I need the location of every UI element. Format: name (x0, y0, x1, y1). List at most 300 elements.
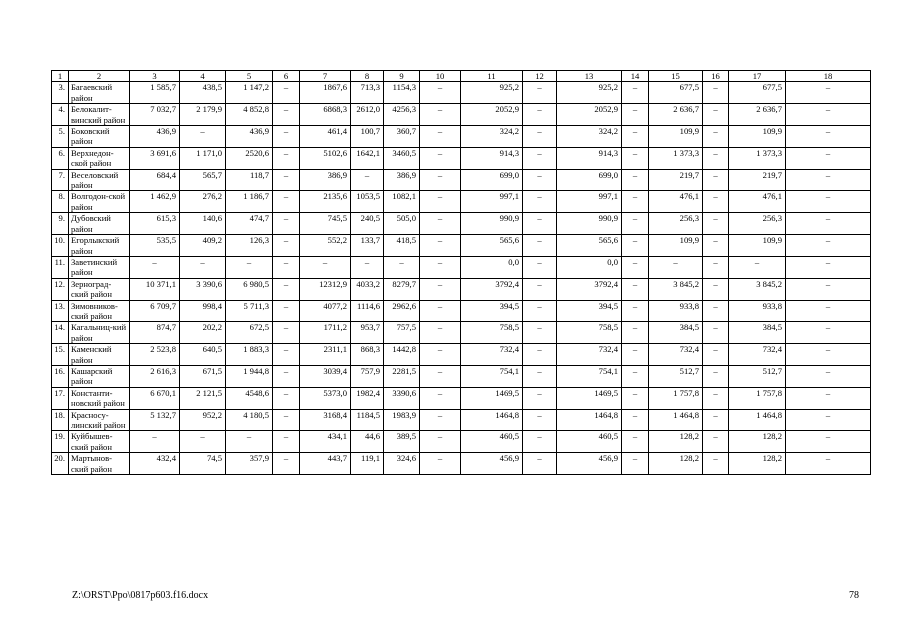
value-cell: – (786, 278, 871, 300)
value-cell: – (351, 256, 384, 278)
table-row (52, 235, 871, 257)
value-cell: 1442,8 (384, 344, 420, 366)
value-cell: – (130, 431, 180, 453)
table-row (52, 278, 871, 300)
value-cell: 925,2 (557, 82, 622, 104)
value-cell: 3390,6 (384, 387, 420, 409)
value-cell: 672,5 (226, 322, 273, 344)
value-cell: – (180, 431, 226, 453)
value-cell: – (273, 169, 300, 191)
value-cell: 2962,6 (384, 300, 420, 322)
row-number-cell: 5. (52, 126, 69, 148)
value-cell: – (622, 365, 649, 387)
value-cell: 1053,5 (351, 191, 384, 213)
value-cell: 997,1 (461, 191, 523, 213)
value-cell: 109,9 (649, 235, 703, 257)
value-cell: – (622, 409, 649, 431)
value-cell: 12312,9 (300, 278, 351, 300)
value-cell: – (703, 213, 729, 235)
value-cell: 2 179,9 (180, 104, 226, 126)
value-cell: – (703, 147, 729, 169)
value-cell: 1 757,8 (649, 387, 703, 409)
value-cell: – (523, 213, 557, 235)
value-cell: 8279,7 (384, 278, 420, 300)
value-cell: 384,5 (729, 322, 786, 344)
value-cell: 2281,5 (384, 365, 420, 387)
value-cell: 3460,5 (384, 147, 420, 169)
district-name-cell: Зимовников-ский район (69, 300, 130, 322)
value-cell: – (622, 191, 649, 213)
value-cell: 1867,6 (300, 82, 351, 104)
value-cell: 1 883,3 (226, 344, 273, 366)
value-cell: 1 171,0 (180, 147, 226, 169)
value-cell: – (523, 431, 557, 453)
value-cell: 933,8 (729, 300, 786, 322)
district-name-cell: Куйбышев-ский район (69, 431, 130, 453)
value-cell: – (420, 365, 461, 387)
value-cell: – (420, 431, 461, 453)
row-number-cell: 6. (52, 147, 69, 169)
value-cell: – (703, 104, 729, 126)
value-cell: 1 186,7 (226, 191, 273, 213)
value-cell: – (273, 300, 300, 322)
value-cell: – (130, 256, 180, 278)
value-cell: – (786, 126, 871, 148)
value-cell: 10 371,1 (130, 278, 180, 300)
row-number-cell: 3. (52, 82, 69, 104)
value-cell: – (622, 300, 649, 322)
value-cell: 128,2 (649, 431, 703, 453)
column-number-cell: 6 (273, 71, 300, 82)
column-number-cell: 4 (180, 71, 226, 82)
table-row (52, 104, 871, 126)
value-cell: – (273, 387, 300, 409)
row-number-cell: 10. (52, 235, 69, 257)
value-cell: 394,5 (557, 300, 622, 322)
district-name-cell: Каменский район (69, 344, 130, 366)
value-cell: – (420, 344, 461, 366)
value-cell: – (523, 191, 557, 213)
column-number-cell: 17 (729, 71, 786, 82)
row-number-cell: 14. (52, 322, 69, 344)
value-cell: – (703, 453, 729, 475)
column-number-cell: 16 (703, 71, 729, 82)
value-cell: – (523, 278, 557, 300)
row-number-cell: 4. (52, 104, 69, 126)
value-cell: – (622, 147, 649, 169)
value-cell: 1082,1 (384, 191, 420, 213)
value-cell: – (226, 256, 273, 278)
value-cell: 4548,6 (226, 387, 273, 409)
value-cell: 6868,3 (300, 104, 351, 126)
value-cell: 256,3 (649, 213, 703, 235)
value-cell: 7 032,7 (130, 104, 180, 126)
value-cell: – (703, 256, 729, 278)
value-cell: 460,5 (557, 431, 622, 453)
value-cell: – (420, 126, 461, 148)
value-cell: 990,9 (461, 213, 523, 235)
value-cell: – (273, 453, 300, 475)
value-cell: 512,7 (729, 365, 786, 387)
value-cell: – (622, 431, 649, 453)
value-cell: 671,5 (180, 365, 226, 387)
value-cell: – (300, 256, 351, 278)
value-cell: – (180, 256, 226, 278)
value-cell: – (273, 278, 300, 300)
column-number-cell: 3 (130, 71, 180, 82)
value-cell: 998,4 (180, 300, 226, 322)
table-row (52, 365, 871, 387)
value-cell: 219,7 (649, 169, 703, 191)
row-number-cell: 13. (52, 300, 69, 322)
value-cell: – (523, 387, 557, 409)
row-number-cell: 18. (52, 409, 69, 431)
value-cell: 2311,1 (300, 344, 351, 366)
value-cell: 5 711,3 (226, 300, 273, 322)
value-cell: 4256,3 (384, 104, 420, 126)
row-number-cell: 15. (52, 344, 69, 366)
row-number-cell: 8. (52, 191, 69, 213)
value-cell: 2520,6 (226, 147, 273, 169)
value-cell: – (622, 322, 649, 344)
value-cell: – (420, 191, 461, 213)
value-cell: – (523, 322, 557, 344)
value-cell: – (786, 322, 871, 344)
value-cell: 476,1 (649, 191, 703, 213)
value-cell: 5102,6 (300, 147, 351, 169)
value-cell: – (523, 147, 557, 169)
value-cell: – (523, 104, 557, 126)
value-cell: – (420, 256, 461, 278)
value-cell: – (786, 256, 871, 278)
column-number-cell: 1 (52, 71, 69, 82)
value-cell: 126,3 (226, 235, 273, 257)
value-cell: 386,9 (384, 169, 420, 191)
value-cell: 914,3 (557, 147, 622, 169)
column-number-cell: 14 (622, 71, 649, 82)
value-cell: – (622, 126, 649, 148)
value-cell: – (420, 235, 461, 257)
value-cell: – (420, 409, 461, 431)
value-cell: 757,9 (351, 365, 384, 387)
value-cell: 100,7 (351, 126, 384, 148)
value-cell: – (523, 256, 557, 278)
value-cell: 219,7 (729, 169, 786, 191)
value-cell: – (786, 169, 871, 191)
value-cell: – (523, 126, 557, 148)
value-cell: 1 373,3 (729, 147, 786, 169)
value-cell: 474,7 (226, 213, 273, 235)
value-cell: 461,4 (300, 126, 351, 148)
value-cell: 2 636,7 (649, 104, 703, 126)
column-number-cell: 11 (461, 71, 523, 82)
value-cell: 1711,2 (300, 322, 351, 344)
value-cell: – (622, 213, 649, 235)
value-cell: – (273, 104, 300, 126)
value-cell: 1 464,8 (649, 409, 703, 431)
value-cell: – (622, 169, 649, 191)
value-cell: – (180, 126, 226, 148)
table-row (52, 300, 871, 322)
value-cell: – (622, 344, 649, 366)
table-row (52, 344, 871, 366)
district-name-cell: Верхнедон-ской район (69, 147, 130, 169)
value-cell: – (420, 82, 461, 104)
value-cell: – (703, 126, 729, 148)
value-cell: 109,9 (649, 126, 703, 148)
column-number-cell: 18 (786, 71, 871, 82)
value-cell: 699,0 (461, 169, 523, 191)
value-cell: 1469,5 (461, 387, 523, 409)
value-cell: 128,2 (729, 431, 786, 453)
value-cell: 324,6 (384, 453, 420, 475)
value-cell: 256,3 (729, 213, 786, 235)
value-cell: 434,1 (300, 431, 351, 453)
value-cell: 754,1 (461, 365, 523, 387)
value-cell: – (786, 409, 871, 431)
value-cell: 109,9 (729, 126, 786, 148)
value-cell: – (420, 278, 461, 300)
value-cell: – (703, 278, 729, 300)
value-cell: 933,8 (649, 300, 703, 322)
value-cell: 745,5 (300, 213, 351, 235)
value-cell: 754,1 (557, 365, 622, 387)
value-cell: – (273, 344, 300, 366)
district-name-cell: Заветинский район (69, 256, 130, 278)
value-cell: – (523, 344, 557, 366)
value-cell: 0,0 (461, 256, 523, 278)
value-cell: 276,2 (180, 191, 226, 213)
value-cell: 914,3 (461, 147, 523, 169)
column-number-cell: 9 (384, 71, 420, 82)
column-number-cell: 5 (226, 71, 273, 82)
value-cell: 757,5 (384, 322, 420, 344)
value-cell: 1469,5 (557, 387, 622, 409)
column-number-cell: 7 (300, 71, 351, 82)
value-cell: – (523, 169, 557, 191)
row-number-cell: 11. (52, 256, 69, 278)
district-name-cell: Белокалит-винский район (69, 104, 130, 126)
value-cell: – (786, 453, 871, 475)
table-row (52, 213, 871, 235)
row-number-cell: 20. (52, 453, 69, 475)
value-cell: 3039,4 (300, 365, 351, 387)
value-cell: 357,9 (226, 453, 273, 475)
footer-page-number: 78 (849, 590, 859, 601)
value-cell: 476,1 (729, 191, 786, 213)
table-row (52, 256, 871, 278)
value-cell: 118,7 (226, 169, 273, 191)
value-cell: – (420, 104, 461, 126)
row-number-cell: 16. (52, 365, 69, 387)
value-cell: – (786, 344, 871, 366)
value-cell: – (523, 300, 557, 322)
value-cell: 1642,1 (351, 147, 384, 169)
value-cell: – (273, 365, 300, 387)
value-cell: – (420, 213, 461, 235)
value-cell: – (351, 169, 384, 191)
table-row (52, 147, 871, 169)
value-cell: – (786, 82, 871, 104)
value-cell: 732,4 (461, 344, 523, 366)
value-cell: – (420, 300, 461, 322)
value-cell: 874,7 (130, 322, 180, 344)
value-cell: 3 691,6 (130, 147, 180, 169)
value-cell: 456,9 (557, 453, 622, 475)
value-cell: – (523, 409, 557, 431)
value-cell: 2612,0 (351, 104, 384, 126)
column-number-cell: 2 (69, 71, 130, 82)
value-cell: 535,5 (130, 235, 180, 257)
value-cell: 552,2 (300, 235, 351, 257)
table-row (52, 322, 871, 344)
value-cell: 5 132,7 (130, 409, 180, 431)
value-cell: 953,7 (351, 322, 384, 344)
value-cell: 677,5 (649, 82, 703, 104)
value-cell: – (273, 235, 300, 257)
value-cell: – (273, 256, 300, 278)
value-cell: 0,0 (557, 256, 622, 278)
value-cell: – (273, 191, 300, 213)
value-cell: – (523, 82, 557, 104)
value-cell: 1464,8 (461, 409, 523, 431)
district-name-cell: Кагальниц-кий район (69, 322, 130, 344)
value-cell: – (622, 453, 649, 475)
value-cell: – (729, 256, 786, 278)
value-cell: 1 462,9 (130, 191, 180, 213)
value-cell: – (523, 365, 557, 387)
value-cell: – (420, 147, 461, 169)
table-row (52, 453, 871, 475)
district-name-cell: Мартынов-ский район (69, 453, 130, 475)
value-cell: – (703, 409, 729, 431)
table-row (52, 431, 871, 453)
column-number-cell: 13 (557, 71, 622, 82)
value-cell: 615,3 (130, 213, 180, 235)
value-cell: 3168,4 (300, 409, 351, 431)
district-name-cell: Егорлыкский район (69, 235, 130, 257)
value-cell: – (384, 256, 420, 278)
value-cell: – (786, 147, 871, 169)
value-cell: – (420, 322, 461, 344)
value-cell: – (703, 387, 729, 409)
value-cell: – (226, 431, 273, 453)
value-cell: – (703, 322, 729, 344)
value-cell: 436,9 (226, 126, 273, 148)
value-cell: 732,4 (729, 344, 786, 366)
value-cell: – (273, 431, 300, 453)
value-cell: 565,7 (180, 169, 226, 191)
value-cell: 119,1 (351, 453, 384, 475)
value-cell: 1 464,8 (729, 409, 786, 431)
column-number-cell: 12 (523, 71, 557, 82)
value-cell: – (273, 409, 300, 431)
value-cell: 432,4 (130, 453, 180, 475)
value-cell: – (273, 126, 300, 148)
value-cell: 952,2 (180, 409, 226, 431)
value-cell: – (622, 256, 649, 278)
value-cell: 1114,6 (351, 300, 384, 322)
value-cell: – (703, 431, 729, 453)
value-cell: – (420, 169, 461, 191)
table-row (52, 82, 871, 104)
value-cell: – (273, 82, 300, 104)
value-cell: 456,9 (461, 453, 523, 475)
value-cell: 1 757,8 (729, 387, 786, 409)
table-row (52, 409, 871, 431)
value-cell: 990,9 (557, 213, 622, 235)
value-cell: 6 709,7 (130, 300, 180, 322)
value-cell: – (703, 191, 729, 213)
value-cell: 1983,9 (384, 409, 420, 431)
value-cell: 409,2 (180, 235, 226, 257)
value-cell: – (523, 235, 557, 257)
value-cell: – (786, 365, 871, 387)
value-cell: 240,5 (351, 213, 384, 235)
value-cell: 3792,4 (461, 278, 523, 300)
district-name-cell: Зерноград-ский район (69, 278, 130, 300)
value-cell: – (786, 235, 871, 257)
value-cell: 1 585,7 (130, 82, 180, 104)
value-cell: 4 852,8 (226, 104, 273, 126)
value-cell: 3 845,2 (729, 278, 786, 300)
value-cell: 1464,8 (557, 409, 622, 431)
value-cell: – (420, 387, 461, 409)
value-cell: 2052,9 (557, 104, 622, 126)
value-cell: 868,3 (351, 344, 384, 366)
table-row (52, 191, 871, 213)
value-cell: – (622, 387, 649, 409)
table-row (52, 387, 871, 409)
value-cell: – (622, 82, 649, 104)
value-cell: 74,5 (180, 453, 226, 475)
value-cell: 128,2 (649, 453, 703, 475)
value-cell: 997,1 (557, 191, 622, 213)
value-cell: – (273, 213, 300, 235)
value-cell: 677,5 (729, 82, 786, 104)
value-cell: 324,2 (557, 126, 622, 148)
value-cell: – (273, 322, 300, 344)
value-cell: – (703, 169, 729, 191)
value-cell: 505,0 (384, 213, 420, 235)
value-cell: 436,9 (130, 126, 180, 148)
value-cell: 5373,0 (300, 387, 351, 409)
column-number-cell: 15 (649, 71, 703, 82)
value-cell: 438,5 (180, 82, 226, 104)
district-name-cell: Красносу-линский район (69, 409, 130, 431)
value-cell: 565,6 (557, 235, 622, 257)
column-number-row (52, 71, 871, 82)
value-cell: – (786, 431, 871, 453)
district-name-cell: Боковский район (69, 126, 130, 148)
value-cell: – (786, 213, 871, 235)
value-cell: – (273, 147, 300, 169)
value-cell: 758,5 (557, 322, 622, 344)
row-number-cell: 19. (52, 431, 69, 453)
value-cell: 394,5 (461, 300, 523, 322)
value-cell: 6 670,1 (130, 387, 180, 409)
value-cell: 640,5 (180, 344, 226, 366)
value-cell: 3 390,6 (180, 278, 226, 300)
value-cell: 324,2 (461, 126, 523, 148)
value-cell: 512,7 (649, 365, 703, 387)
value-cell: 713,3 (351, 82, 384, 104)
table-row (52, 126, 871, 148)
value-cell: – (703, 235, 729, 257)
value-cell: 418,5 (384, 235, 420, 257)
value-cell: 44,6 (351, 431, 384, 453)
value-cell: – (703, 344, 729, 366)
